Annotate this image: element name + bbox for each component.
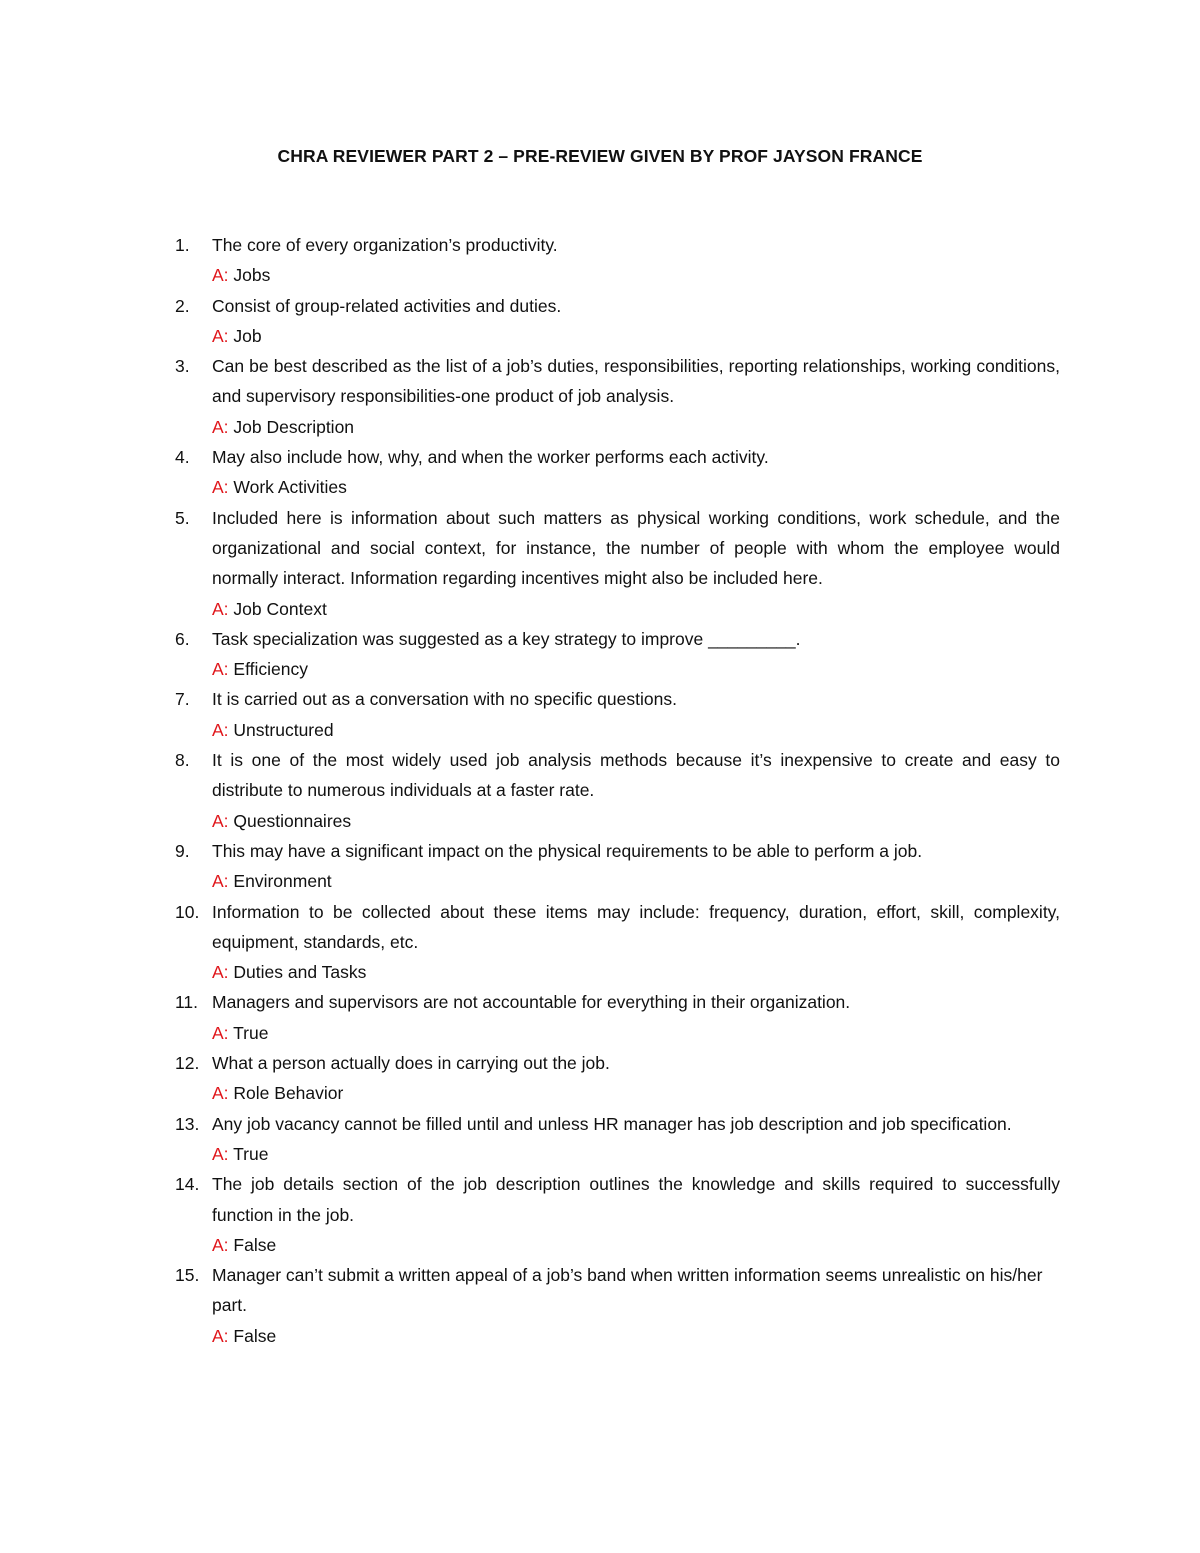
question-text: It is one of the most widely used job analysis methods because it’s inexpensive to create and easy to distribute to numerous individuals at a faster rate. [212, 750, 1060, 801]
question-text: Can be best described as the list of a job’s duties, responsibilities, reporting relationships, working conditions, and supervisory responsibilities-one product of job analysis. [212, 356, 1060, 407]
answer-line [212, 806, 1060, 836]
question-item [175, 836, 1060, 897]
answer-label: A: [212, 325, 229, 346]
document-title: CHRA REVIEWER PART 2 – PRE-REVIEW GIVEN BY PROF JAYSON FRANCE [277, 146, 923, 166]
answer-line [212, 321, 1060, 351]
question-number: 2. [175, 295, 190, 316]
question-text: This may have a significant impact on the physical requirements to be able to perform a job. [212, 840, 923, 861]
question-number: 13. [175, 1113, 200, 1134]
question-number: 15. [175, 1265, 200, 1286]
answer-text: Job [233, 325, 262, 346]
answer-line [212, 715, 1060, 745]
answer-line [212, 1139, 1060, 1169]
question-number: 10. [175, 901, 200, 922]
answer-text: Role Behavior [233, 1083, 344, 1104]
answer-label: A: [212, 477, 229, 498]
answer-text: Unstructured [233, 719, 334, 740]
question-number: 5. [175, 507, 190, 528]
answer-label: A: [212, 659, 229, 680]
question-item [175, 684, 1060, 745]
answer-label: A: [212, 265, 229, 286]
answer-line [212, 412, 1060, 442]
answer-label: A: [212, 719, 229, 740]
answer-line [212, 1321, 1060, 1351]
answer-text: False [233, 1325, 277, 1346]
answer-line [212, 472, 1060, 502]
question-item [175, 1169, 1060, 1260]
question-text: What a person actually does in carrying out the job. [212, 1053, 610, 1074]
question-item [175, 987, 1060, 1048]
question-item [175, 1260, 1060, 1351]
answer-text: Questionnaires [233, 810, 352, 831]
question-number: 6. [175, 628, 190, 649]
question-text: Manager can’t submit a written appeal of a job’s band when written information seems unrealistic on his/her part. [212, 1265, 1043, 1316]
question-item [175, 503, 1060, 624]
answer-text: True [233, 1022, 269, 1043]
answer-label: A: [212, 962, 229, 983]
question-number: 12. [175, 1053, 200, 1074]
answer-text: Environment [233, 871, 332, 892]
answer-text: True [233, 1143, 269, 1164]
question-text: Managers and supervisors are not accountable for everything in their organization. [212, 992, 851, 1013]
question-number: 9. [175, 840, 190, 861]
question-text: It is carried out as a conversation with no specific questions. [212, 689, 677, 710]
answer-label: A: [212, 1143, 229, 1164]
question-item [175, 291, 1060, 352]
question-number: 8. [175, 750, 190, 771]
answer-line [212, 866, 1060, 896]
answer-text: Work Activities [233, 477, 347, 498]
question-item [175, 897, 1060, 988]
question-item [175, 1109, 1060, 1170]
answer-text: Duties and Tasks [233, 962, 367, 983]
question-item [175, 624, 1060, 685]
question-number: 3. [175, 356, 190, 377]
question-list [175, 230, 1060, 1351]
answer-label: A: [212, 1234, 229, 1255]
question-text: Information to be collected about these items may include: frequency, duration, effort, skill, complexity, equipment, standards, etc. [212, 901, 1060, 952]
answer-text: Jobs [233, 265, 271, 286]
answer-label: A: [212, 810, 229, 831]
answer-label: A: [212, 598, 229, 619]
answer-label: A: [212, 871, 229, 892]
question-text: Consist of group-related activities and duties. [212, 295, 562, 316]
question-number: 1. [175, 235, 190, 255]
question-text: Included here is information about such matters as physical working conditions, work schedule, and the organizational and social context, for instance, the number of people with whom the employee would normally interact. Information regarding incentives might also be included here. [212, 507, 1060, 589]
answer-text: Efficiency [233, 659, 308, 680]
question-item [175, 1048, 1060, 1109]
answer-line [212, 1078, 1060, 1108]
answer-line [212, 654, 1060, 684]
answer-label: A: [212, 416, 229, 437]
answer-line [212, 260, 1060, 290]
answer-line [212, 957, 1060, 987]
answer-label: A: [212, 1022, 229, 1043]
question-text: Task specialization was suggested as a key strategy to improve _________. [212, 628, 801, 649]
question-text: The core of every organization’s productivity. [212, 235, 558, 255]
question-number: 14. [175, 1174, 200, 1195]
question-number: 7. [175, 689, 190, 710]
answer-text: Job Description [233, 416, 355, 437]
answer-label: A: [212, 1083, 229, 1104]
question-item [175, 745, 1060, 836]
answer-label: A: [212, 1325, 229, 1346]
question-item [175, 351, 1060, 442]
answer-line [212, 1230, 1060, 1260]
question-number: 11. [175, 992, 199, 1013]
answer-line [212, 594, 1060, 624]
question-text: May also include how, why, and when the worker performs each activity. [212, 447, 769, 468]
question-text: The job details section of the job description outlines the knowledge and skills required to successfully function in the job. [212, 1174, 1060, 1225]
answer-text: False [233, 1234, 277, 1255]
question-number: 4. [175, 447, 190, 468]
answer-line [212, 1018, 1060, 1048]
question-text: Any job vacancy cannot be filled until and unless HR manager has job description and job specification. [212, 1113, 1012, 1134]
question-item [175, 442, 1060, 503]
question-item [175, 230, 1060, 291]
answer-text: Job Context [233, 598, 327, 619]
